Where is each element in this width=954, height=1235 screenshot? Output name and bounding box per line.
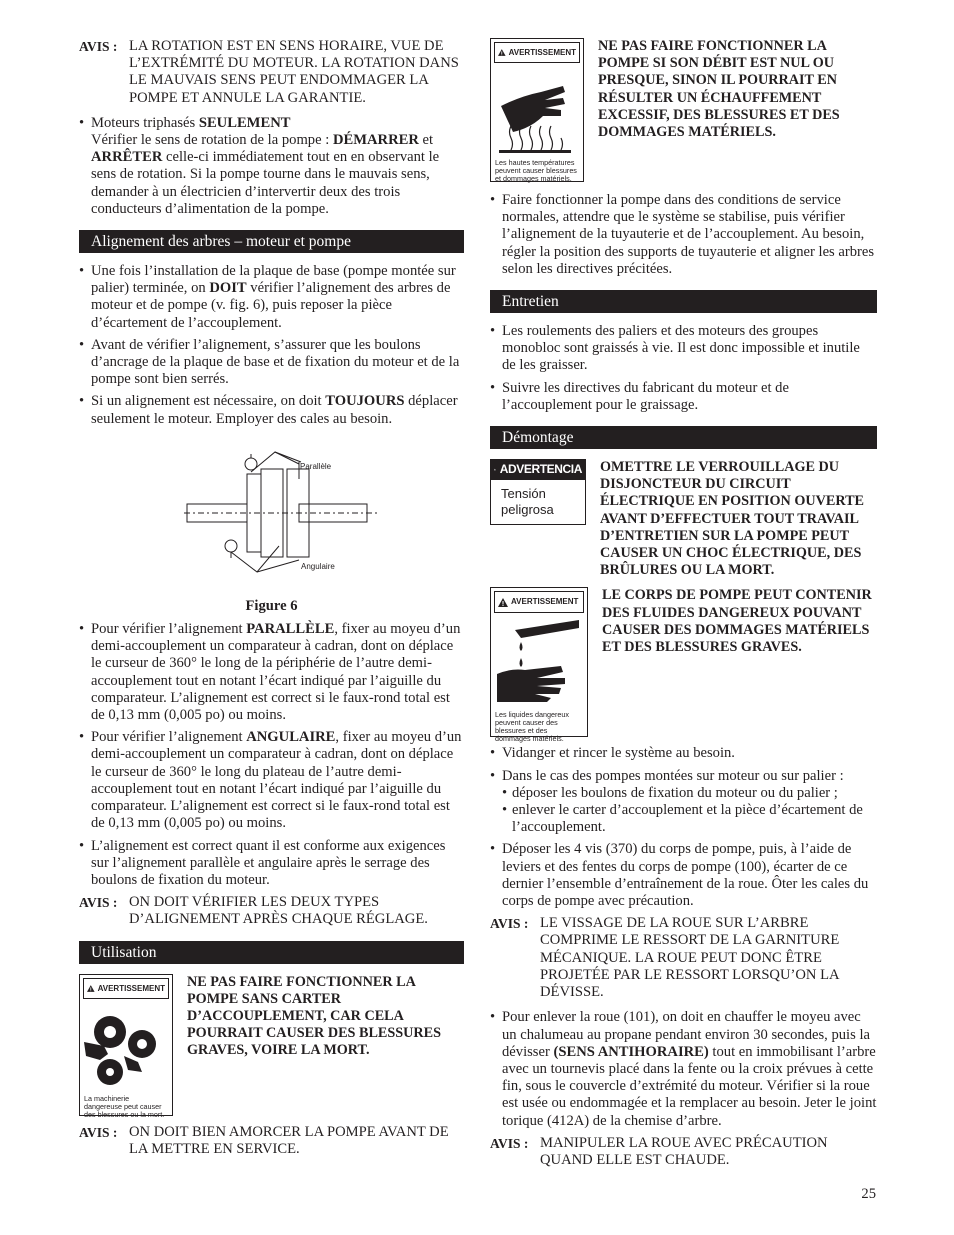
list-item [79,621,464,724]
list-item [490,1009,877,1129]
notice-text: ON DOIT VÉRIFIER LES DEUX TYPES D’ALIGNEMENT APRÈS CHAQUE RÉGLAGE. [129,894,428,928]
warning-caption: La machinerie dangereuse peut causer des blessures ou la mort. [84,1093,165,1119]
list-item: • L’alignement est correct quant il est conforme aux exigences sur l’alignement parallèle et angulaire après le serrage des boulons de fixation du moteur. [79,838,464,890]
notice-label: AVIS : [79,1124,118,1140]
text-bold: (SENS ANTIHORAIRE) [553,1043,709,1060]
text-bold: ARRÊTER [91,149,163,166]
section-heading-disassembly: Démontage [490,426,877,449]
text-bold: DOIT [209,280,247,297]
warning-text: OMETTRE LE VERROUILLAGE DU DISJONCTEUR DU CIRCUIT ÉLECTRIQUE EN POSITION OUVERTE AVANT D’EFFECTUER TOUT TRAVAIL D’ENTRETIEN SUR LA POMPE PEUT CAUSER UN CHOC ÉLECTRIQUE, DES BRÛLURES OU LA MORT. [600,459,864,579]
advertencia-body: Tensión peligrosa [490,480,586,525]
list-item: • Avant de vérifier l’alignement, s’assurer que les boulons d’ancrage de la plaque de base et de fixation du moteur et de la pompe sont bien serrés. [79,337,464,389]
notice-alignment [79,894,464,928]
notice-label: AVIS : [79,895,118,911]
gears-hand-icon [80,1002,166,1090]
text: , fixer au moyeu d’un demi-accouplement un comparateur à cadran, dont on déplace le curseur de 360° le long de la périphérie de l’autre demi-accouplement tout en notant l’écart indiqué par l’aiguille du comparateur. L’alignement est correct si le faux-rond total est de 0,13 mm (0,005 po) ou moins. [91,621,461,724]
text: celle-ci immédiatement tout en en observant le sens de rotation. Si la pompe tourne dans le mauvais sens, demander à un électricien d’intervertir deux des trois conducteurs d’alimentation de la pompe. [91,149,440,217]
warning-heat [490,38,877,182]
text: Vérifier le sens de rotation de la pompe : [91,132,333,149]
warning-triangle-icon [87,984,95,993]
notice-label: AVIS : [490,916,529,932]
notice-label: AVIS : [490,1135,529,1151]
left-column [79,38,464,1166]
text: vérifier l’alignement des arbres de moteur et de pompe (v. fig. 6), puis reposer la pièce d’écartement de l’accouplement. [91,280,451,331]
text-bold: PARALLÈLE [246,621,335,638]
figure-6-alignment-diagram [79,434,464,594]
warning-liquids [490,587,877,743]
notice-impeller-spring [490,915,877,1001]
warning-header [494,591,584,612]
text-bold: DÉMARRER [332,132,419,149]
corrosive-liquid-hand-icon [491,616,581,706]
hot-surface-hand-icon [491,66,577,154]
text-bold: TOUJOURS [325,393,405,410]
warning-header-text: AVERTISSEMENT [508,48,576,57]
notice-priming [79,1124,464,1158]
page-number: 25 [861,1186,876,1202]
warning-header-text: AVERTISSEMENT [511,597,579,607]
warning-triangle-icon [498,48,506,57]
text: déplacer seulement le moteur. Employer des cales au besoin. [91,393,458,427]
list-item: • Dans le cas des pompes montées sur moteur ou sur palier : [490,768,877,785]
warning-label-heat [490,38,584,182]
list-item: • Vidanger et rincer le système au besoin. [490,745,877,762]
warning-header [83,978,169,999]
section-heading-maintenance: Entretien [490,290,877,313]
notice-text: LE VISSAGE DE LA ROUE SUR L’ARBRE COMPRIME LE RESSORT DE LA GARNITURE MÉCANIQUE. LA ROUE PEUT DONC ÊTRE PROJETÉE PAR LE RESSORT LORSQU’ON LA DÉVISSE. [540,915,840,1001]
text-bold: SEULEMENT [198,114,291,131]
warning-label-machinery [79,974,173,1119]
text-bold: ANGULAIRE [246,729,336,746]
warning-header-text: AVERTISSEMENT [97,983,165,993]
list-item: • Les roulements des paliers et des moteurs des groupes monobloc sont graissés à vie. Il est donc impossible et inutile de les graisser. [490,323,877,375]
warning-text: LE CORPS DE POMPE PEUT CONTENIR DES FLUIDES DANGEREUX POUVANT CAUSER DES DOMMAGES MATÉRIELS ET DES BLESSURES GRAVES. [602,587,872,656]
list-item: • Suivre les directives du fabricant du moteur et de l’accouplement pour le graissage. [490,380,877,414]
warning-caption: Les liquides dangereux peuvent causer des blessures et des dommages matériels. [495,709,569,743]
text: Une fois l’installation de la plaque de base (pompe montée sur palier) terminée, on [91,263,456,297]
section-heading-operation: Utilisation [79,941,464,964]
warning-electrical [490,459,877,579]
text: Pour vérifier l’alignement [91,621,247,638]
notice-hot-impeller [490,1135,877,1169]
advertencia-header [490,459,586,480]
warning-machinery [79,973,464,1119]
list-item [79,263,464,332]
notice-text: MANIPULER LA ROUE AVEC PRÉCAUTION QUAND ELLE EST CHAUDE. [540,1134,828,1168]
notice-text: ON DOIT BIEN AMORCER LA POMPE AVANT DE LA METTRE EN SERVICE. [129,1123,449,1157]
warning-label-liquids [490,587,588,743]
text: tout en immobilisant l’arbre avec un tournevis placé dans la fente ou la croix prévues à cette fin, sous le couvercle d’extrémité du moteur. Vérifier si la roue est usée ou endommagée et la remplacer au besoin. Jeter le joint torique (412A) de la chemise d’arbre. [502,1043,877,1129]
notice-rotation [79,38,464,107]
text: Pour vérifier l’alignement [91,729,247,746]
label-parallel: Parallèle [300,461,332,471]
sub-list-item: • enlever le carter d’accouplement et la pièce d’écartement de l’accouplement. [490,802,877,836]
warning-text: NE PAS FAIRE FONCTIONNER LA POMPE SI SON DÉBIT EST NUL OU PRESQUE, SINON IL POURRAIT EN RÉSULTER UN ÉCHAUFFEMENT EXCESSIF, DES BLESSURES ET DES DOMMAGES MATÉRIELS. [598,38,840,141]
list-item-three-phase [79,115,464,218]
advertencia-text: ADVERTENCIA [499,462,582,477]
warning-caption: Les hautes températures peuvent causer blessures et dommages matériels. [495,158,577,184]
list-item [79,393,464,427]
warning-triangle-icon [498,598,508,607]
right-column [490,38,877,1177]
figure-caption: Figure 6 [245,597,298,614]
coupling-diagram [79,434,464,594]
list-item [79,729,464,832]
label-angular: Angulaire [301,561,335,571]
list-item: • Faire fonctionner la pompe dans des conditions de service normales, attendre que le système se stabilise, puis vérifier l’alignement de la tuyauterie et de l’accouplement. Au besoin, régler la position des supports de tuyauterie et aligner les arbres selon les directives précitées. [490,192,877,278]
sub-list-item: • déposer les boulons de fixation du moteur ou du palier ; [490,785,877,802]
text: Pour enlever la roue (101), on doit en chauffer le moyeu avec un chalumeau au propane pendant environ 30 secondes, puis la dévisser [502,1009,870,1060]
list-item: • Déposer les 4 vis (370) du corps de pompe, puis, à l’aide de leviers et des fentes du corps de pompe (100), écarter de ce dernier l’ensemble d’entraînement de la roue. Ôter les cales du corps de pompe avec précaution. [490,841,877,910]
warning-triangle-icon [494,464,496,475]
warning-text: NE PAS FAIRE FONCTIONNER LA POMPE SANS CARTER D’ACCOUPLEMENT, CAR CELA POURRAIT CAUSER DES BLESSURES GRAVES, VOIRE LA MORT. [187,973,442,1059]
notice-text: LA ROTATION EST EN SENS HORAIRE, VUE DE L’EXTRÉMITÉ DU MOTEUR. LA ROTATION DANS LE MAUVAIS SENS PEUT ENDOMMAGER LA POMPE ET ANNULE LA GARANTIE. [129,38,459,106]
warning-label-electrical [490,459,586,521]
text: et [418,132,434,149]
text: Moteurs triphasés [91,114,199,131]
text: Si un alignement est nécessaire, on doit [91,393,326,410]
notice-label: AVIS : [79,39,118,54]
warning-header [494,42,580,63]
section-heading-alignment: Alignement des arbres – moteur et pompe [79,230,464,253]
text: , fixer au moyeu d’un demi-accouplement un comparateur à cadran, dont on déplace le curseur de 360° le long du plateau de l’autre demi-accouplement tout en notant l’écart indiqué par l’aiguille du comparateur. L’alignement est correct si le faux-rond total est de 0,13 mm (0,005 po) ou moins. [91,729,462,832]
